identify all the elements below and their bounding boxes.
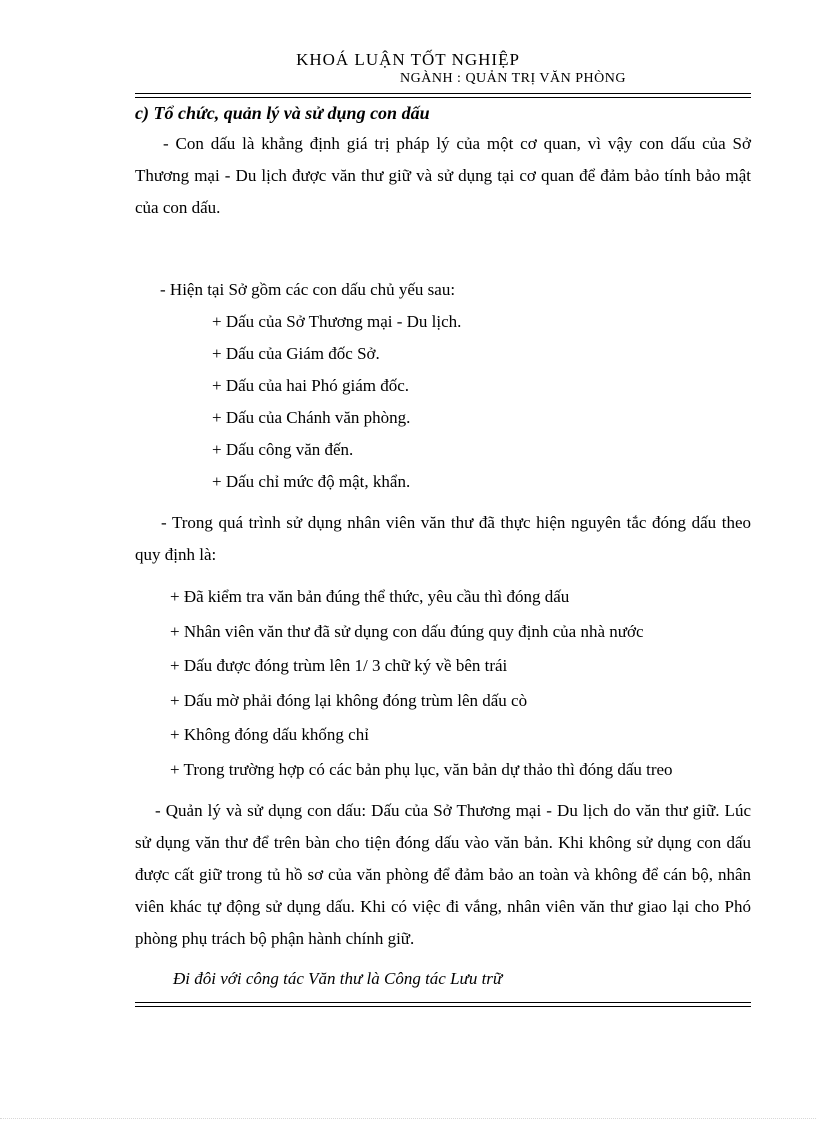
header-rule-bottom [135,97,751,98]
usage-paragraph: - Trong quá trình sử dụng nhân viên văn thư đã thực hiện nguyên tắc đóng dấu theo quy định là: [135,513,751,564]
closing-line: Đi đôi với công tác Văn thư là Công tác Lưu trữ [173,969,503,988]
rule-item: + Dấu được đóng trùm lên 1/ 3 chữ ký về bên trái [170,656,508,675]
section-heading: c) Tổ chức, quản lý và sử dụng con dấu [135,103,430,123]
rule-item: + Không đóng dấu khống chỉ [170,725,369,744]
management-paragraph: - Quản lý và sử dụng con dấu: Dấu của Sở Thương mại - Du lịch do văn thư giữ. Lúc sử dụng văn thư để trên bàn cho tiện đóng dấu vào văn bản. Khi không sử dụng con dấu được cất giữ trong tủ hồ sơ của văn phòng để đảm bảo an toàn và không để cán bộ, nhân viên khác tự động sử dụng dấu. Khi có việc đi vắng, nhân viên văn thư giao lại cho Phó phòng phụ trách bộ phận hành chính giữ. [135,801,751,948]
stamp-item: + Dấu chỉ mức độ mật, khẩn. [212,472,411,491]
stamp-item: + Dấu công văn đến. [212,440,354,459]
rule-item: + Dấu mờ phải đóng lại không đóng trùm lên dấu cò [170,691,528,710]
rule-item: + Đã kiểm tra văn bản đúng thể thức, yêu cầu thì đóng dấu [170,587,570,606]
stamp-item: + Dấu của Giám đốc Sở. [212,344,380,363]
rule-item: + Trong trường hợp có các bản phụ lục, văn bản dự thảo thì đóng dấu treo [170,760,673,779]
header-rule-top [135,93,751,94]
rule-item: + Nhân viên văn thư đã sử dụng con dấu đúng quy định của nhà nước [170,622,644,641]
page-bottom-border [0,1118,816,1119]
footer-rule-top [135,1002,751,1003]
intro-paragraph: - Con dấu là khẳng định giá trị pháp lý của một cơ quan, vì vậy con dấu của Sở Thương mại - Du lịch được văn thư giữ và sử dụng tại cơ quan để đảm bảo tính bảo mật của con dấu. [135,134,751,217]
footer-rule-bottom [135,1006,751,1007]
stamps-intro: - Hiện tại Sở gồm các con dấu chủ yếu sau: [160,280,456,299]
header-subtitle: NGÀNH : QUẢN TRỊ VĂN PHÒNG [400,71,626,86]
stamp-item: + Dấu của Sở Thương mại - Du lịch. [212,312,462,331]
stamp-item: + Dấu của Chánh văn phòng. [212,408,411,427]
header-title: KHOÁ LUẬN TỐT NGHIỆP [296,50,520,69]
stamp-item: + Dấu của hai Phó giám đốc. [212,376,410,395]
